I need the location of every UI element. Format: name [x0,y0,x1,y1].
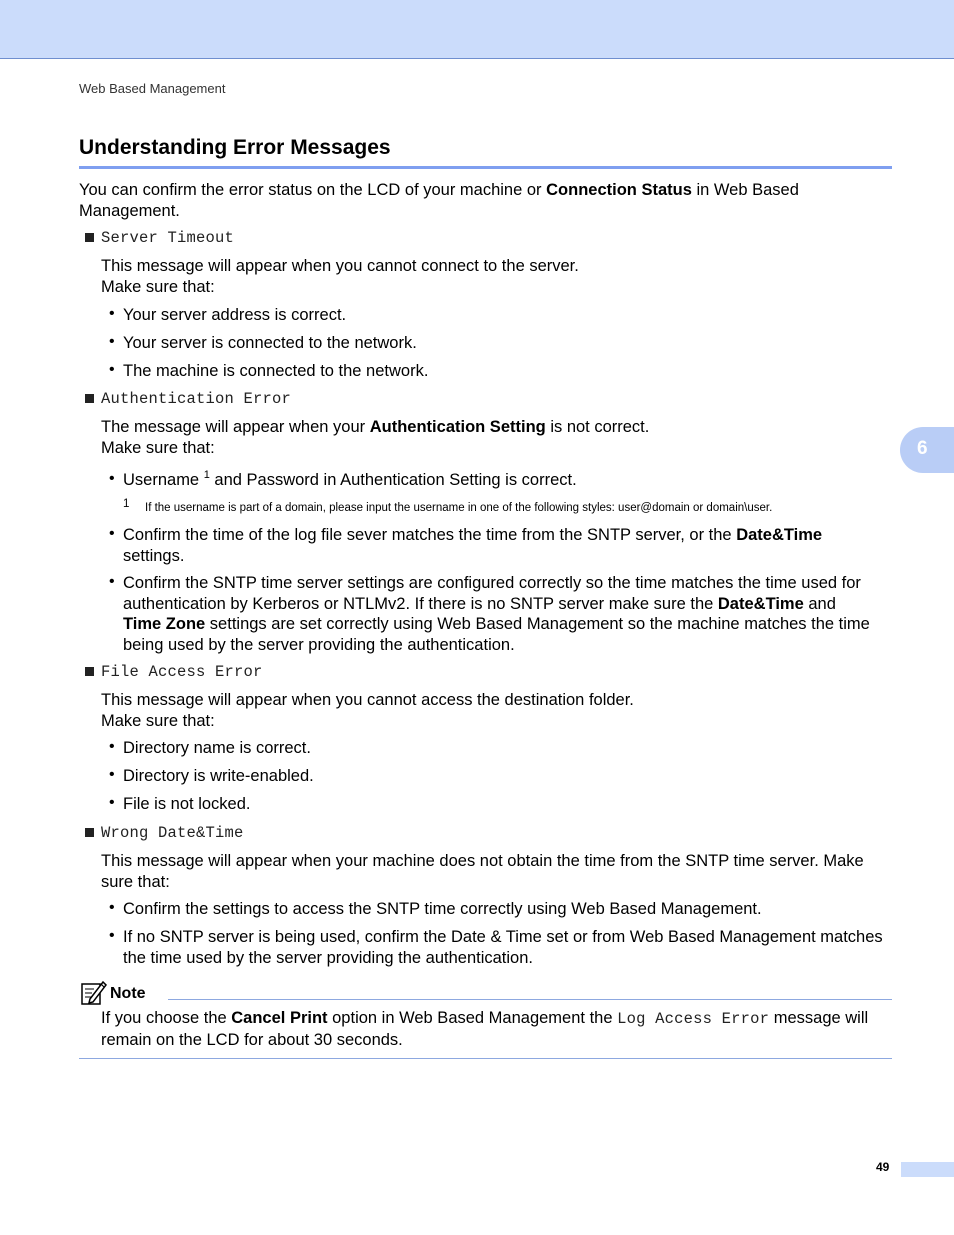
section-title: Understanding Error Messages [79,136,391,159]
bullet-dot: • [109,305,115,322]
bullet-dot: • [109,899,115,916]
error-code-wrong-datetime: Wrong Date&Time [101,824,244,842]
bullet-dot: • [109,573,115,590]
intro-paragraph: You can confirm the error status on the LCD of your machine or Connection Status in Web Based Management. [79,181,799,220]
square-bullet-icon [85,394,94,403]
header-band [0,0,954,59]
chapter-tab-number: 6 [917,438,928,459]
auth-error-desc: The message will appear when your Authentication Setting is not correct. Make sure that: [101,418,650,457]
note-top-rule [168,999,892,1000]
list-item: File is not locked. [123,795,251,813]
file-access-desc: This message will appear when you cannot access the destination folder. Make sure that: [101,691,634,730]
list-item: Confirm the SNTP time server settings are configured correctly so the time matches the time used for authentication by Kerberos or NTLMv2. If there is no SNTP server make sure the Date&Time and Time Zone settings are set correctly using Web Based Management so the machine matches the time being used by the server providing the authentication. [123,574,870,654]
list-item: Confirm the settings to access the SNTP time correctly using Web Based Management. [123,900,762,918]
bullet-dot: • [109,525,115,542]
error-code-authentication: Authentication Error [101,390,292,408]
bullet-dot: • [109,361,115,378]
square-bullet-icon [85,667,94,676]
list-item: If no SNTP server is being used, confirm the Date & Time set or from Web Based Management matches the time used by the server providing the authentication. [123,928,883,967]
list-item: Username $^1$ and Password in Authentication Setting is correct. [123,469,577,489]
bullet-dot: • [109,927,115,944]
note-text: If you choose the Cancel Print option in Web Based Management the Log Access Error message will remain on the LCD for about 30 seconds. [101,1009,869,1049]
server-timeout-desc: This message will appear when you cannot connect to the server. Make sure that: [101,257,579,296]
error-code-file-access: File Access Error [101,663,263,681]
list-item: Confirm the time of the log file sever matches the time from the SNTP server, or the Date&Time settings. [123,526,823,565]
note-pencil-icon [80,979,108,1006]
title-rule [79,166,892,169]
square-bullet-icon [85,233,94,242]
footnote-number: 1 [123,498,130,510]
running-title: Web Based Management [79,81,226,96]
bullet-dot: • [109,738,115,755]
wrong-datetime-desc: This message will appear when your machine does not obtain the time from the SNTP time server. Make sure that: [101,852,864,891]
note-label: Note [110,985,146,1002]
footnote-text: If the username is part of a domain, please input the username in one of the following styles: user@domain or domain\user. [145,502,773,514]
bullet-dot: • [109,470,115,487]
footnote-ref: 1 [203,469,210,481]
list-item: Directory name is correct. [123,739,311,757]
list-item: Your server address is correct. [123,306,347,324]
bullet-dot: • [109,794,115,811]
page-number: 49 [876,1160,890,1174]
error-code-server-timeout: Server Timeout [101,229,235,247]
list-item: Directory is write-enabled. [123,767,314,785]
list-item: Your server is connected to the network. [123,334,417,352]
bullet-dot: • [109,766,115,783]
page-number-bar [901,1162,954,1177]
note-bottom-rule [79,1058,892,1059]
list-item: The machine is connected to the network. [123,362,429,380]
bullet-dot: • [109,333,115,350]
square-bullet-icon [85,828,94,837]
